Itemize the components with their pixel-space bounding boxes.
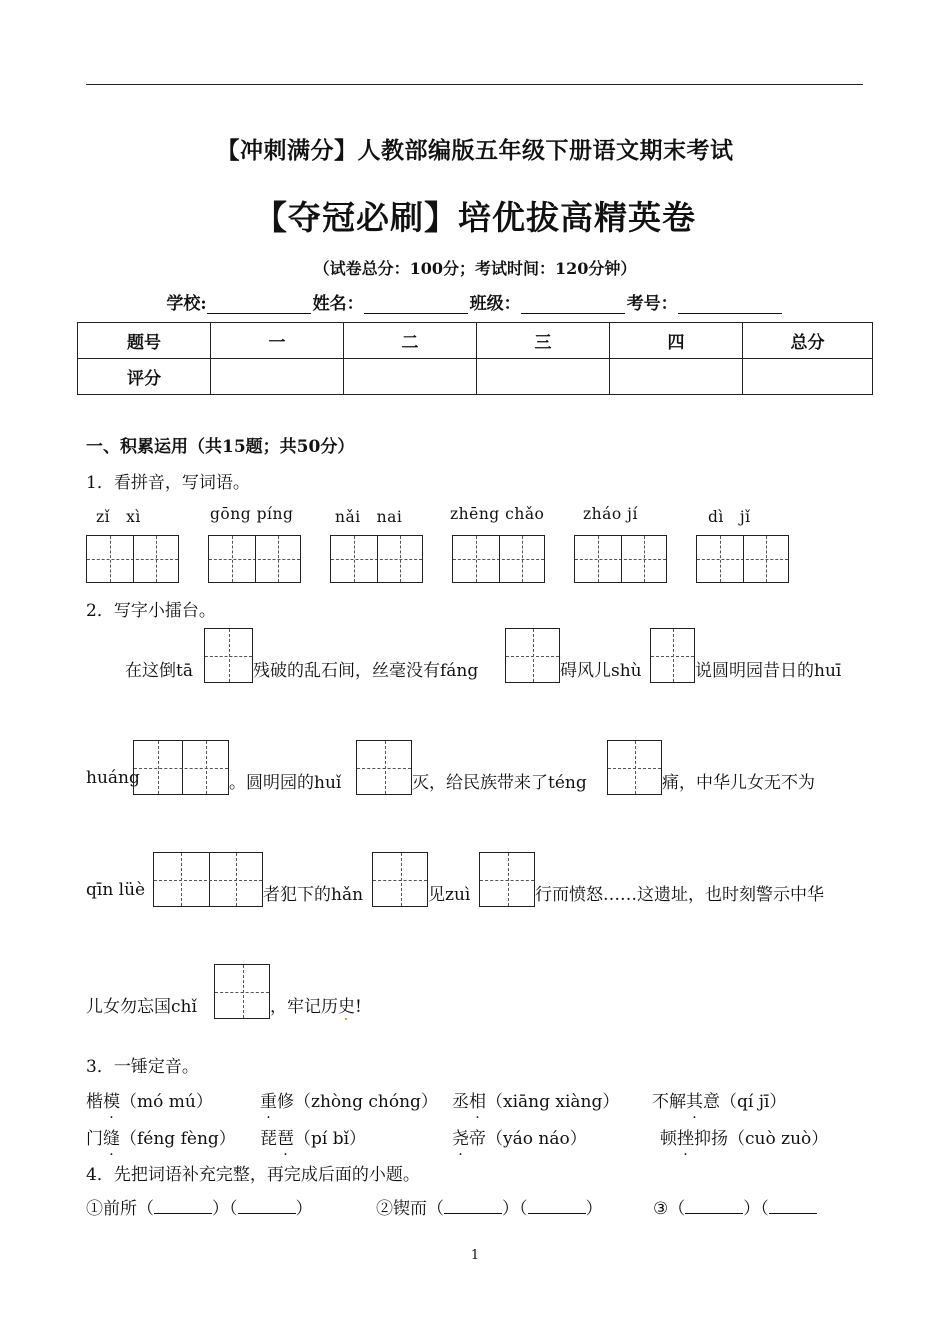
- class-label: 班级：: [469, 294, 521, 314]
- writing-box[interactable]: [607, 740, 662, 795]
- pinyin-label: zǐ xì: [96, 508, 141, 526]
- writing-box[interactable]: [153, 852, 263, 907]
- pronunciation-item: 门缝（féng fèng）: [86, 1129, 236, 1149]
- idiom-blank[interactable]: [238, 1199, 296, 1214]
- score-header-cell: 一: [211, 323, 344, 359]
- passage-text: 者犯下的hǎn: [263, 885, 364, 905]
- pronunciation-item: 尧帝（yáo náo）: [452, 1129, 587, 1149]
- idiom-fill-row: ③（ ）（: [653, 1194, 817, 1219]
- score-header-cell: 题号: [78, 323, 211, 359]
- idiom-blank[interactable]: [769, 1199, 817, 1214]
- stray-mark: [345, 1018, 347, 1020]
- class-field[interactable]: [521, 295, 625, 314]
- name-label: 姓名：: [312, 294, 364, 314]
- score-header-cell: 总分: [743, 323, 873, 359]
- pronunciation-item: 顿挫抑扬（cuò zuò）: [660, 1129, 829, 1149]
- writing-box[interactable]: [372, 852, 428, 907]
- score-cell[interactable]: [610, 359, 743, 395]
- question-4-prompt: 4．先把词语补充完整，再完成后面的小题。: [86, 1165, 420, 1185]
- passage-text: 灭，给民族带来了téng: [412, 773, 587, 793]
- score-cell[interactable]: [743, 359, 873, 395]
- score-row-label: 评分: [78, 359, 211, 395]
- passage-text: 说圆明园昔日的huī: [695, 661, 842, 681]
- writing-box[interactable]: [505, 628, 560, 683]
- writing-box[interactable]: [356, 740, 412, 795]
- pinyin-label: gōng píng: [210, 505, 294, 523]
- score-cell[interactable]: [477, 359, 610, 395]
- passage-text: 儿女勿忘国chǐ: [86, 997, 197, 1017]
- exam-number-field[interactable]: [678, 295, 782, 314]
- question-1-prompt: 1．看拼音，写词语。: [86, 473, 250, 493]
- score-header-cell: 二: [344, 323, 477, 359]
- passage-text: huáng: [86, 768, 140, 788]
- writing-box[interactable]: [133, 740, 229, 795]
- pinyin-label: zhēng chǎo: [450, 505, 545, 523]
- passage-text: 见zuì: [428, 885, 471, 905]
- writing-box[interactable]: [330, 535, 423, 583]
- question-3-prompt: 3．一锤定音。: [86, 1057, 199, 1077]
- writing-box[interactable]: [574, 535, 667, 583]
- student-info-row: [0, 289, 950, 314]
- pinyin-label: dì jǐ: [708, 508, 751, 526]
- exam-info: （试卷总分：100分；考试时间：120分钟）: [313, 259, 637, 278]
- passage-text: 痛，中华儿女无不为: [662, 773, 815, 793]
- writing-box[interactable]: [204, 628, 253, 683]
- passage-text: qīn lüè: [86, 880, 146, 900]
- top-rule: [86, 84, 863, 85]
- page-number: 1: [470, 1248, 480, 1263]
- pronunciation-item: 丞相（xiāng xiàng）: [452, 1092, 620, 1112]
- writing-box[interactable]: [452, 535, 545, 583]
- idiom-blank[interactable]: [528, 1199, 586, 1214]
- pronunciation-item: 琵琶（pí bǐ）: [260, 1129, 367, 1149]
- name-field[interactable]: [364, 295, 468, 314]
- school-label: 学校:: [166, 294, 207, 314]
- idiom-fill-row: ①前所（ ）（ ）: [86, 1199, 313, 1219]
- writing-box[interactable]: [208, 535, 301, 583]
- passage-text: 在这倒tā: [125, 661, 193, 681]
- idiom-blank[interactable]: [444, 1199, 502, 1214]
- passage-text: ，牢记历史!: [270, 997, 362, 1017]
- passage-text: 残破的乱石间，丝毫没有fáng: [253, 661, 479, 681]
- score-cell[interactable]: [211, 359, 344, 395]
- pinyin-label: nǎi nai: [335, 508, 403, 526]
- writing-box[interactable]: [86, 535, 179, 583]
- pronunciation-item: 不解其意（qí jī）: [652, 1092, 787, 1112]
- idiom-blank[interactable]: [685, 1199, 743, 1214]
- idiom-fill-row: ②锲而（ ）（ ）: [376, 1199, 603, 1219]
- passage-text: 行而愤怒……这遗址，也时刻警示中华: [535, 885, 824, 905]
- writing-box[interactable]: [479, 852, 535, 907]
- score-table-header: [78, 323, 873, 359]
- section-heading: 一、积累运用（共15题；共50分）: [86, 437, 355, 457]
- pinyin-label: zháo jí: [583, 505, 638, 523]
- score-cell[interactable]: [344, 359, 477, 395]
- writing-box[interactable]: [696, 535, 789, 583]
- score-header-cell: 三: [477, 323, 610, 359]
- writing-box[interactable]: [214, 964, 270, 1019]
- passage-text: 。圆明园的huǐ: [229, 773, 342, 793]
- writing-box[interactable]: [650, 628, 695, 683]
- idiom-blank[interactable]: [154, 1199, 212, 1214]
- score-table: [77, 322, 873, 395]
- score-header-cell: 四: [610, 323, 743, 359]
- exam-number-label: 考号：: [626, 294, 678, 314]
- question-2-prompt: 2．写字小擂台。: [86, 601, 216, 621]
- exam-subtitle-title: 【夺冠必刷】培优拔高精英卷: [254, 198, 696, 237]
- exam-title: 【冲刺满分】人教部编版五年级下册语文期末考试: [216, 137, 734, 164]
- pronunciation-item: 楷模（mó mú）: [86, 1092, 213, 1112]
- score-table-row: [78, 359, 873, 395]
- school-field[interactable]: [207, 295, 311, 314]
- pronunciation-item: 重修（zhòng chóng）: [260, 1092, 438, 1112]
- passage-text: 碍风儿shù: [560, 661, 642, 681]
